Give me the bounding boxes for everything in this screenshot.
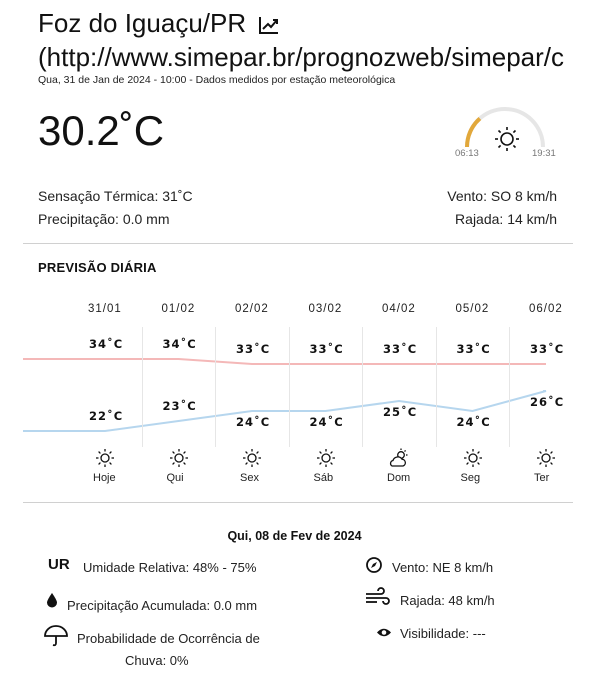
day-divider (215, 327, 216, 447)
forecast-max-temp: 33˚C (236, 342, 271, 356)
humidity-abbr: UR (48, 556, 70, 573)
forecast-date: 04/02 (382, 303, 416, 315)
forecast-date: 31/01 (88, 303, 122, 315)
rain-probability-line1: Probabilidade de Ocorrência de (77, 631, 260, 646)
sun-arc-track (467, 109, 543, 147)
day-divider (142, 327, 143, 447)
forecast-min-temp: 26˚C (530, 395, 565, 409)
daily-forecast-strip[interactable] (23, 295, 565, 495)
forecast-date: 05/02 (455, 303, 490, 315)
day-divider (436, 327, 437, 447)
forecast-max-temp: 33˚C (456, 342, 491, 356)
compass-icon (366, 557, 382, 573)
forecast-min-temp: 24˚C (456, 415, 491, 429)
forecast-date: 06/02 (529, 303, 563, 315)
forecast-min-temp: 25˚C (383, 405, 418, 419)
sun-icon (462, 447, 484, 469)
forecast-min-temp: 24˚C (309, 415, 344, 429)
wind-icon (365, 589, 391, 607)
forecast-max-temp: 33˚C (309, 342, 344, 356)
forecast-date: 03/02 (308, 303, 343, 315)
daily-forecast-title: PREVISÃO DIÁRIA (38, 260, 157, 275)
forecast-max-temp: 34˚C (89, 337, 124, 351)
precipitation: Precipitação: 0.0 mm (38, 211, 170, 227)
sun-icon (535, 447, 557, 469)
sunrise-time: 06:13 (455, 148, 479, 159)
sun-icon (168, 447, 190, 469)
forecast-min-temp: 22˚C (89, 409, 124, 423)
rain-probability-line2: Chuva: 0% (125, 653, 189, 668)
wind: Vento: SO 8 km/h (447, 188, 557, 204)
detail-date-title: Qui, 08 de Fev de 2024 (227, 529, 362, 543)
max-temp-line (23, 359, 546, 364)
forecast-min-temp: 24˚C (236, 415, 271, 429)
measurement-subtitle: Qua, 31 de Jan de 2024 - 10:00 - Dados medidos por estação meteorológica (38, 74, 396, 86)
accumulated-precipitation: Precipitação Acumulada: 0.0 mm (67, 598, 258, 613)
forecast-day-label: Dom (387, 472, 411, 484)
forecast-max-temp: 34˚C (162, 337, 197, 351)
chart-line-icon[interactable] (259, 16, 279, 34)
forecast-day-label: Sáb (313, 472, 334, 484)
forecast-day-label: Qui (166, 472, 184, 484)
day-divider (362, 327, 363, 447)
detail-gust: Rajada: 48 km/h (400, 593, 495, 608)
sunset-time: 19:31 (532, 148, 556, 159)
umbrella-icon (44, 625, 68, 647)
feels-like: Sensação Térmica: 31˚C (38, 188, 193, 204)
location-name: Foz do Iguaçu/PR (38, 8, 247, 38)
divider (23, 502, 573, 503)
forecast-date: 02/02 (235, 303, 269, 315)
location-title (38, 6, 578, 74)
forecast-day-label: Sex (240, 472, 259, 484)
visibility: Visibilidade: --- (400, 626, 486, 641)
forecast-day-label: Seg (460, 472, 481, 484)
sun-icon (241, 447, 263, 469)
day-divider (509, 327, 510, 447)
forecast-day-label: Hoje (93, 472, 116, 484)
droplet-icon (45, 592, 59, 608)
gust: Rajada: 14 km/h (455, 211, 557, 227)
sun-icon (315, 447, 337, 469)
current-temperature: 30.2˚C (38, 107, 165, 154)
humidity: Umidade Relativa: 48% - 75% (83, 560, 257, 575)
detail-wind: Vento: NE 8 km/h (392, 560, 494, 575)
sun-icon (495, 127, 519, 151)
day-divider (289, 327, 290, 447)
divider (23, 243, 573, 244)
eye-icon (376, 627, 392, 638)
forecast-max-temp: 33˚C (383, 342, 418, 356)
sun-arc-progress (467, 119, 480, 148)
forecast-max-temp: 33˚C (530, 342, 565, 356)
sun-icon (94, 447, 116, 469)
forecast-date: 01/02 (161, 303, 196, 315)
source-url[interactable]: (http://www.simepar.br/prognozweb/simepar/c (38, 42, 564, 72)
cloud-sun-icon (388, 447, 410, 469)
forecast-min-temp: 23˚C (162, 399, 197, 413)
forecast-day-label: Ter (534, 472, 550, 484)
